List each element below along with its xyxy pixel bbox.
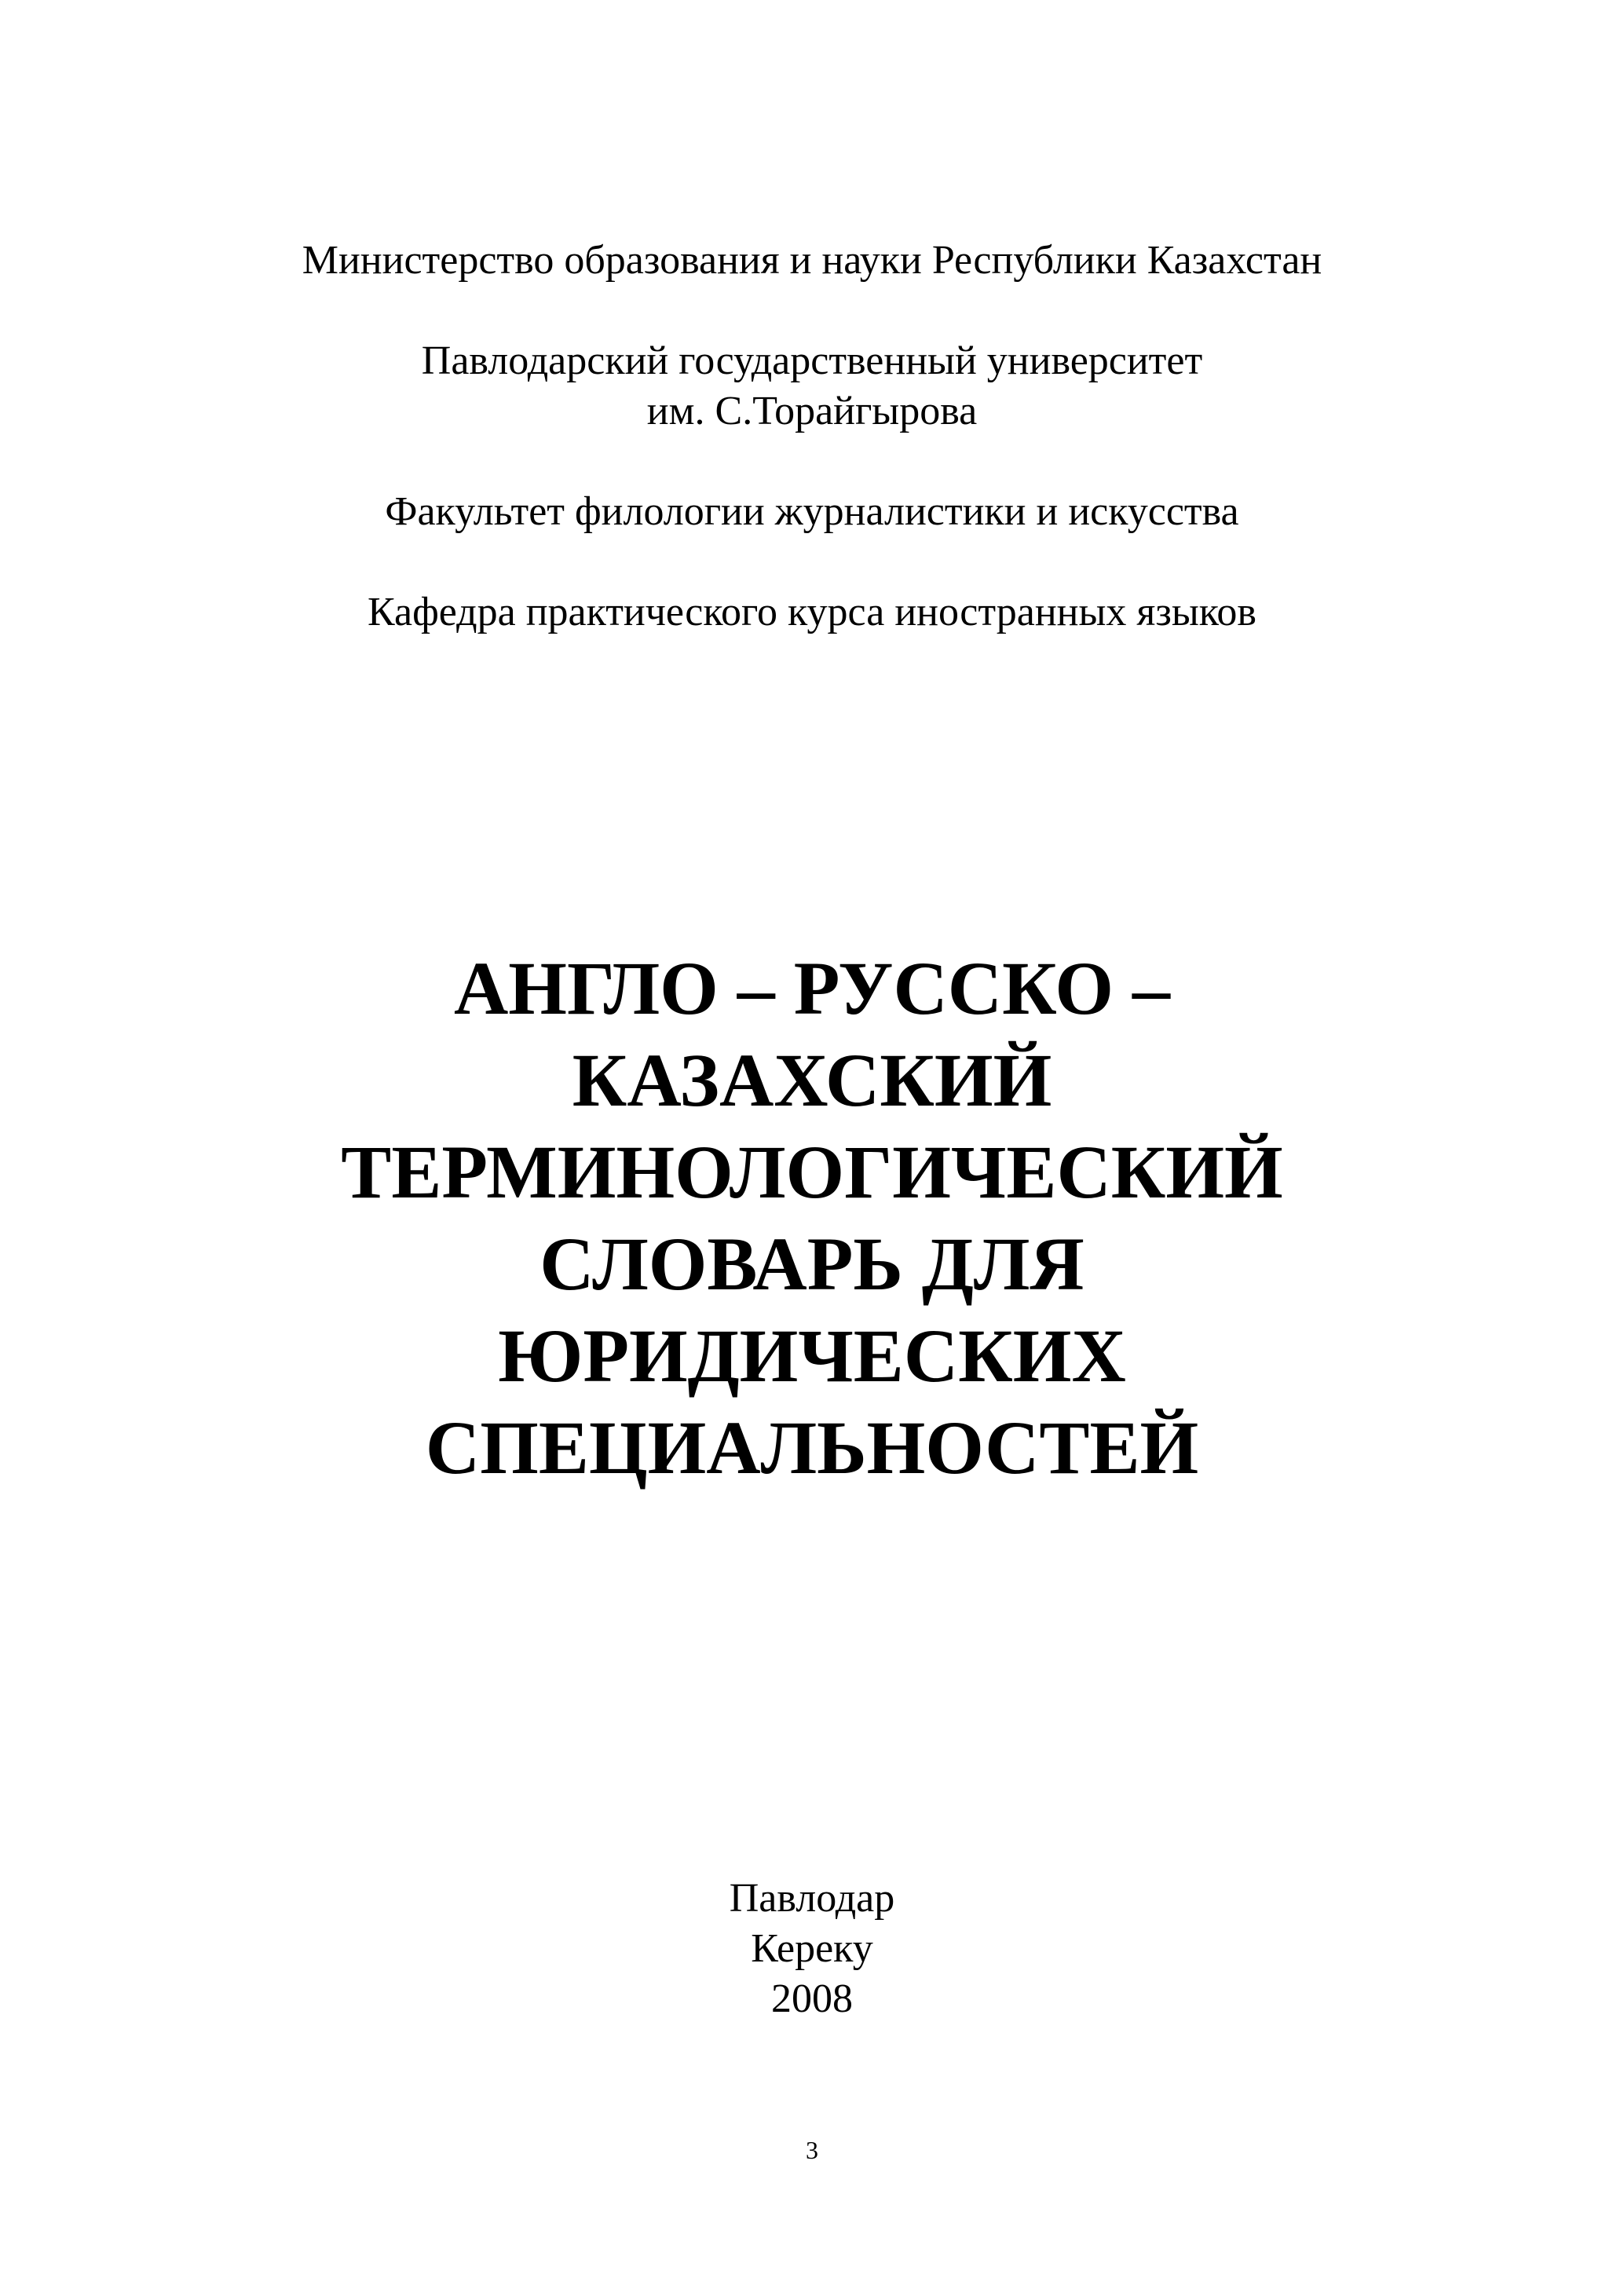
page-number: 3 <box>806 2136 818 2164</box>
faculty-name: Факультет филологии журналистики и искусства <box>385 489 1239 534</box>
ministry-name: Министерство образования и науки Республики Казахстан <box>302 238 1322 283</box>
title-line-1: АНГЛО – РУССКО – <box>453 946 1171 1030</box>
title-line-5: ЮРИДИЧЕСКИХ <box>498 1314 1126 1398</box>
title-line-2: КАЗАХСКИЙ <box>572 1038 1052 1122</box>
title-line-4: СЛОВАРЬ ДЛЯ <box>540 1222 1084 1306</box>
document-title <box>0 942 1624 1493</box>
imprint-city: Павлодар <box>729 1876 895 1921</box>
title-line-6: СПЕЦИАЛЬНОСТЕЙ <box>425 1406 1199 1490</box>
title-line-3: ТЕРМИНОЛОГИЧЕСКИЙ <box>341 1130 1283 1214</box>
imprint-year: 2008 <box>771 1976 853 2021</box>
university-name-suffix: им. С.Торайгырова <box>646 389 978 433</box>
university-name: Павлодарский государственный университет <box>421 338 1203 383</box>
imprint-publisher: Кереку <box>751 1926 873 1971</box>
department-name: Кафедра практического курса иностранных языков <box>368 590 1256 634</box>
